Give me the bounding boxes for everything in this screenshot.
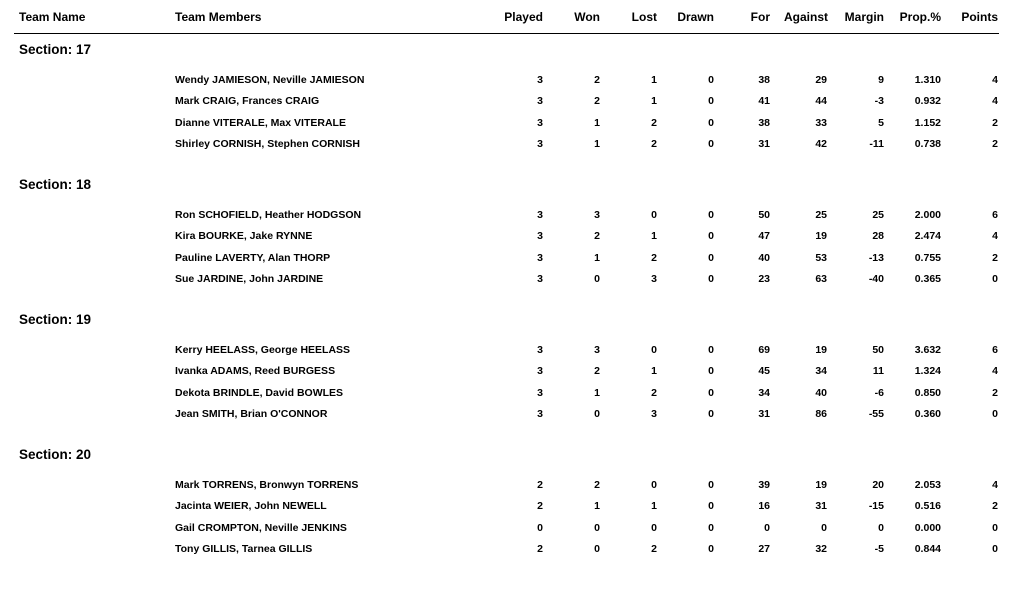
cell-margin: -6 <box>874 386 884 399</box>
cell-margin: -11 <box>869 137 884 150</box>
cell-drawn: 0 <box>708 137 714 150</box>
team-members-cell: Kira BOURKE, Jake RYNNE <box>175 230 313 243</box>
team-members-cell: Sue JARDINE, John JARDINE <box>175 272 324 285</box>
cell-points: 6 <box>992 344 998 356</box>
cell-prop: 0.850 <box>914 386 941 399</box>
cell-drawn: 0 <box>708 95 714 108</box>
cell-won: 0 <box>594 407 600 420</box>
header-played: Played <box>504 10 543 24</box>
cell-prop: 0.844 <box>914 542 941 555</box>
cell-points: 4 <box>992 365 998 378</box>
cell-against: 29 <box>815 74 827 86</box>
cell-points: 0 <box>992 272 998 285</box>
cell-won: 1 <box>594 251 600 264</box>
cell-won: 1 <box>594 116 600 129</box>
cell-played: 3 <box>537 272 543 285</box>
cell-for: 27 <box>758 542 770 555</box>
cell-margin: 20 <box>872 479 884 491</box>
cell-points: 2 <box>992 137 998 150</box>
cell-for: 50 <box>758 209 770 221</box>
cell-drawn: 0 <box>708 251 714 264</box>
cell-drawn: 0 <box>708 386 714 399</box>
cell-prop: 2.000 <box>914 209 941 221</box>
cell-margin: -55 <box>868 407 884 420</box>
cell-for: 31 <box>758 137 770 150</box>
team-members-cell: Mark CRAIG, Frances CRAIG <box>175 95 320 108</box>
cell-played: 3 <box>537 386 543 399</box>
cell-points: 4 <box>992 95 998 108</box>
cell-won: 0 <box>594 542 600 555</box>
cell-played: 3 <box>537 116 543 129</box>
cell-against: 33 <box>815 116 827 129</box>
cell-points: 2 <box>992 251 998 264</box>
cell-against: 86 <box>815 407 827 420</box>
cell-prop: 0.516 <box>914 500 941 513</box>
cell-prop: 0.360 <box>914 407 941 420</box>
header-team-members: Team Members <box>175 10 262 24</box>
cell-drawn: 0 <box>708 521 714 534</box>
cell-against: 40 <box>815 386 827 399</box>
cell-prop: 2.053 <box>914 479 941 491</box>
team-members-cell: Jacinta WEIER, John NEWELL <box>175 500 327 513</box>
team-members-cell: Shirley CORNISH, Stephen CORNISH <box>175 137 360 150</box>
header-prop: Prop.% <box>899 10 941 24</box>
cell-won: 2 <box>594 74 600 86</box>
cell-prop: 1.310 <box>914 74 941 86</box>
cell-won: 2 <box>594 95 600 108</box>
cell-played: 3 <box>537 230 543 243</box>
team-members-cell: Pauline LAVERTY, Alan THORP <box>175 251 331 264</box>
cell-played: 3 <box>537 209 543 221</box>
cell-lost: 1 <box>651 500 657 513</box>
header-team-name: Team Name <box>19 10 86 24</box>
cell-lost: 2 <box>651 542 657 555</box>
cell-against: 42 <box>815 137 827 150</box>
cell-prop: 1.152 <box>914 116 941 129</box>
team-members-cell: Mark TORRENS, Bronwyn TORRENS <box>175 479 359 491</box>
cell-for: 45 <box>758 365 770 378</box>
cell-prop: 0.738 <box>914 137 941 150</box>
team-members-cell: Ron SCHOFIELD, Heather HODGSON <box>175 209 362 221</box>
cell-against: 19 <box>815 230 827 243</box>
header-rule <box>14 33 999 34</box>
cell-prop: 0.932 <box>914 95 941 108</box>
cell-lost: 1 <box>651 74 657 86</box>
section-title: Section: 18 <box>19 177 92 192</box>
cell-won: 0 <box>594 521 600 534</box>
cell-drawn: 0 <box>708 479 714 491</box>
cell-won: 0 <box>594 272 600 285</box>
cell-lost: 1 <box>651 365 657 378</box>
cell-against: 19 <box>815 479 827 491</box>
cell-lost: 2 <box>651 137 657 150</box>
cell-drawn: 0 <box>708 230 714 243</box>
cell-played: 3 <box>537 251 543 264</box>
cell-for: 39 <box>758 479 770 491</box>
cell-drawn: 0 <box>708 272 714 285</box>
cell-prop: 0.755 <box>914 251 941 264</box>
cell-played: 0 <box>537 521 543 534</box>
cell-for: 31 <box>758 407 770 420</box>
cell-lost: 3 <box>651 272 657 285</box>
header-points: Points <box>961 10 998 24</box>
cell-won: 2 <box>594 479 600 491</box>
cell-lost: 0 <box>651 521 657 534</box>
cell-won: 1 <box>594 386 600 399</box>
cell-played: 3 <box>537 137 543 150</box>
team-members-cell: Wendy JAMIESON, Neville JAMIESON <box>175 74 365 86</box>
cell-prop: 1.324 <box>914 365 941 378</box>
cell-points: 2 <box>992 116 998 129</box>
cell-margin: -3 <box>874 95 884 108</box>
cell-against: 63 <box>815 272 827 285</box>
cell-for: 47 <box>758 230 770 243</box>
team-members-cell: Ivanka ADAMS, Reed BURGESS <box>175 365 336 378</box>
cell-lost: 1 <box>651 230 657 243</box>
cell-won: 1 <box>594 137 600 150</box>
cell-drawn: 0 <box>708 116 714 129</box>
team-members-cell: Dianne VITERALE, Max VITERALE <box>175 116 346 129</box>
header-lost: Lost <box>631 10 657 24</box>
cell-lost: 0 <box>651 479 657 491</box>
cell-margin: 9 <box>878 74 884 86</box>
header-won: Won <box>574 10 600 24</box>
cell-prop: 3.632 <box>914 344 941 356</box>
cell-margin: 25 <box>872 209 884 221</box>
cell-against: 25 <box>815 209 827 221</box>
cell-margin: -5 <box>874 542 884 555</box>
section-title: Section: 20 <box>19 447 92 462</box>
cell-won: 2 <box>594 230 600 243</box>
section-title: Section: 17 <box>19 42 92 57</box>
cell-drawn: 0 <box>708 365 714 378</box>
cell-lost: 1 <box>651 95 657 108</box>
cell-played: 3 <box>537 74 543 86</box>
cell-for: 41 <box>758 95 770 108</box>
team-members-cell: Jean SMITH, Brian O'CONNOR <box>175 407 328 420</box>
cell-for: 40 <box>758 251 770 264</box>
cell-against: 34 <box>815 365 827 378</box>
cell-lost: 2 <box>651 116 657 129</box>
cell-points: 2 <box>992 500 998 513</box>
cell-won: 3 <box>594 344 600 356</box>
cell-drawn: 0 <box>708 74 714 86</box>
team-members-cell: Tony GILLIS, Tarnea GILLIS <box>175 542 313 555</box>
cell-points: 0 <box>992 407 998 420</box>
cell-margin: -15 <box>868 500 884 513</box>
team-members-cell: Dekota BRINDLE, David BOWLES <box>175 386 344 399</box>
cell-for: 69 <box>758 344 770 356</box>
header-margin: Margin <box>844 10 884 24</box>
cell-margin: -40 <box>868 272 884 285</box>
section-title: Section: 19 <box>19 312 92 327</box>
cell-points: 0 <box>992 521 998 534</box>
header-for: For <box>750 10 770 24</box>
cell-points: 6 <box>992 209 998 221</box>
cell-against: 19 <box>815 344 827 356</box>
cell-lost: 0 <box>651 209 657 221</box>
cell-margin: 28 <box>872 230 884 243</box>
cell-played: 3 <box>537 95 543 108</box>
cell-won: 1 <box>594 500 600 513</box>
cell-drawn: 0 <box>708 500 714 513</box>
cell-for: 38 <box>758 116 770 129</box>
cell-lost: 2 <box>651 386 657 399</box>
cell-margin: -13 <box>868 251 884 264</box>
header-against: Against <box>783 10 828 24</box>
cell-lost: 2 <box>651 251 657 264</box>
cell-margin: 0 <box>878 521 884 534</box>
cell-points: 4 <box>992 479 998 491</box>
cell-lost: 3 <box>651 407 657 420</box>
cell-lost: 0 <box>651 344 657 356</box>
cell-drawn: 0 <box>708 344 714 356</box>
cell-for: 16 <box>758 500 770 513</box>
cell-prop: 0.365 <box>914 272 941 285</box>
cell-against: 31 <box>815 500 827 513</box>
cell-won: 3 <box>594 209 600 221</box>
cell-played: 2 <box>537 500 543 513</box>
cell-drawn: 0 <box>708 542 714 555</box>
cell-margin: 5 <box>878 116 884 129</box>
team-members-cell: Kerry HEELASS, George HEELASS <box>175 344 351 356</box>
cell-points: 0 <box>992 542 998 555</box>
cell-against: 0 <box>821 521 827 534</box>
cell-against: 44 <box>815 95 827 108</box>
cell-prop: 2.474 <box>914 230 941 243</box>
cell-prop: 0.000 <box>914 521 941 534</box>
cell-played: 3 <box>537 344 543 356</box>
cell-played: 3 <box>537 407 543 420</box>
cell-played: 2 <box>537 542 543 555</box>
cell-played: 2 <box>537 479 543 491</box>
header-drawn: Drawn <box>677 10 714 24</box>
cell-against: 32 <box>815 542 827 555</box>
cell-drawn: 0 <box>708 407 714 420</box>
cell-points: 4 <box>992 230 998 243</box>
cell-won: 2 <box>594 365 600 378</box>
cell-against: 53 <box>815 251 827 264</box>
cell-for: 38 <box>758 74 770 86</box>
cell-for: 23 <box>758 272 770 285</box>
cell-points: 2 <box>992 386 998 399</box>
cell-points: 4 <box>992 74 998 86</box>
cell-margin: 50 <box>872 344 884 356</box>
cell-played: 3 <box>537 365 543 378</box>
cell-margin: 11 <box>872 365 884 378</box>
cell-for: 34 <box>758 386 770 399</box>
team-members-cell: Gail CROMPTON, Neville JENKINS <box>175 521 347 534</box>
cell-drawn: 0 <box>708 209 714 221</box>
cell-for: 0 <box>764 521 770 534</box>
